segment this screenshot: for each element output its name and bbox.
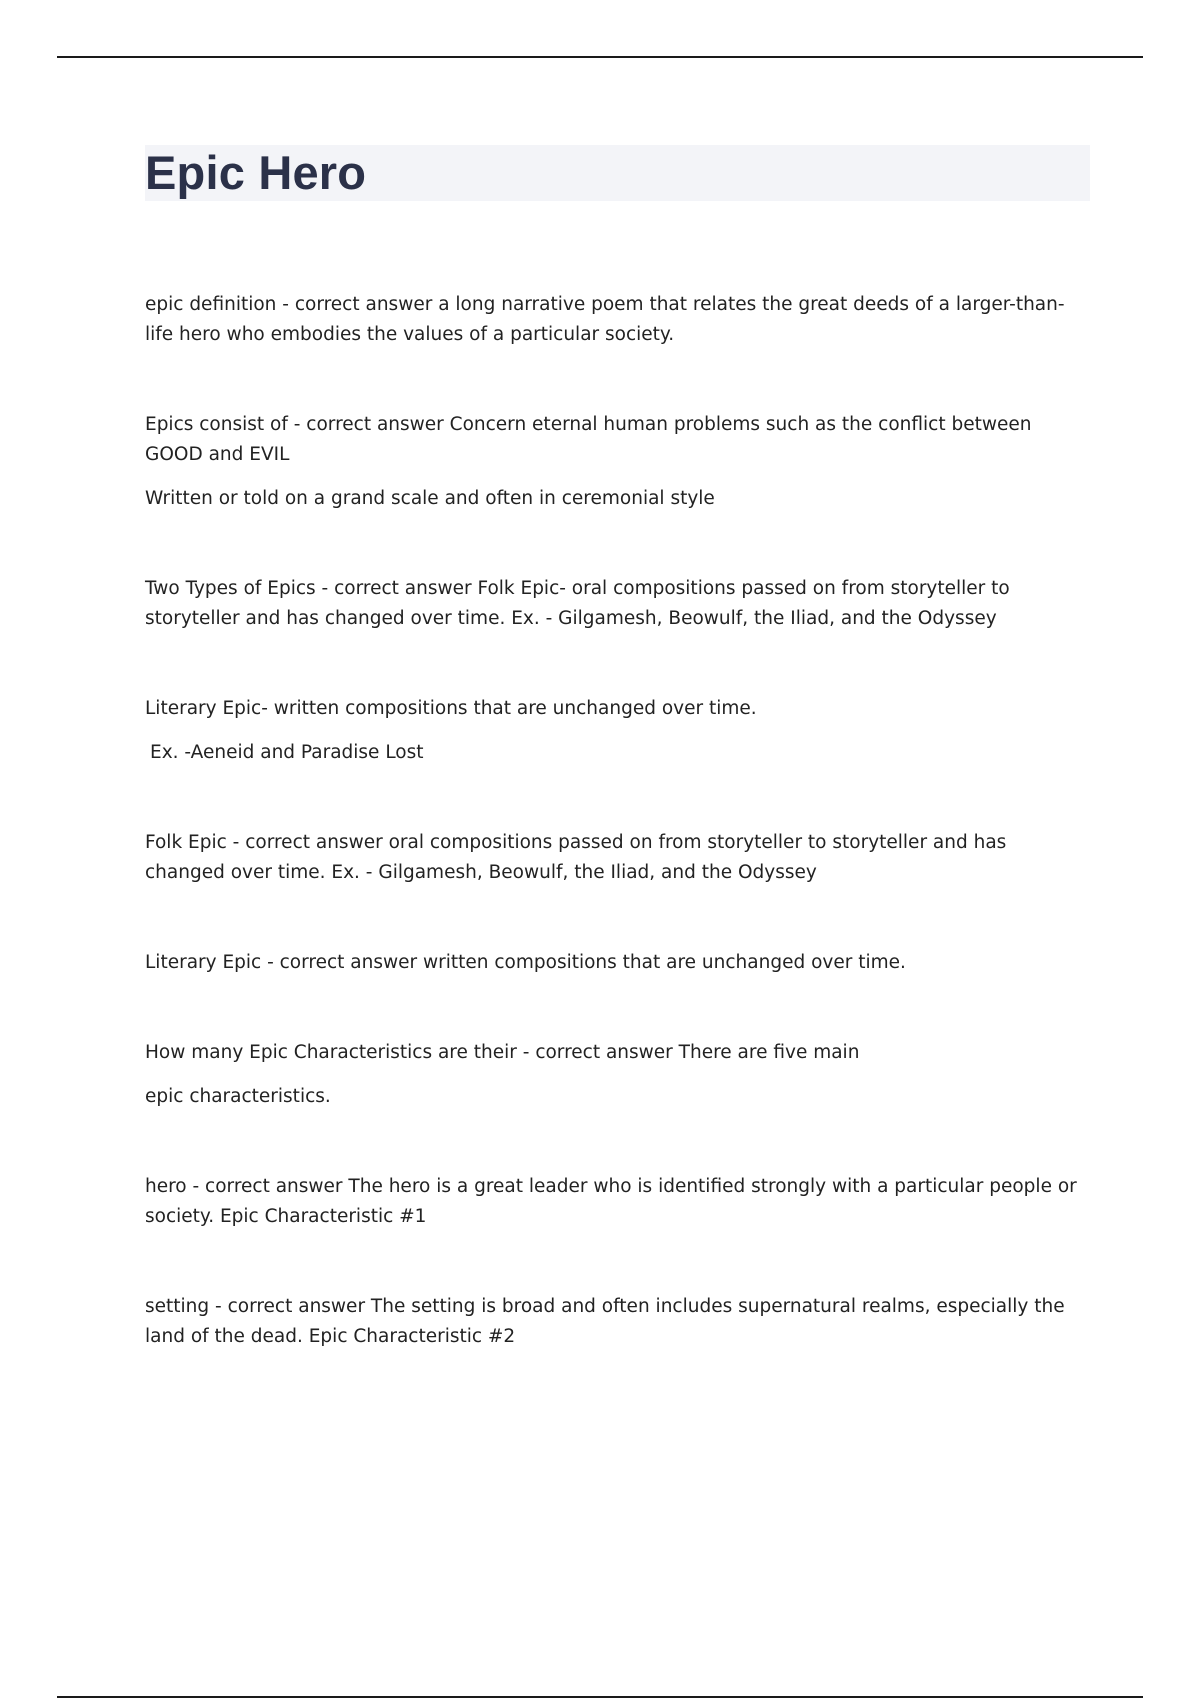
top-rule — [57, 56, 1143, 58]
entry-epic-definition: epic definition - correct answer a long narrative poem that relates the great deeds of a larger-than-life hero who embodies the values of a particular society. — [145, 294, 1065, 345]
entry-epics-consist-of-continued: Written or told on a grand scale and often in ceremonial style — [145, 488, 715, 509]
bottom-rule — [57, 1696, 1143, 1698]
entry-epics-consist-of: Epics consist of - correct answer Concern eternal human problems such as the conflict between GOOD and EVIL — [145, 414, 1032, 465]
document-body — [145, 290, 1090, 1352]
entry-two-types-of-epics: Two Types of Epics - correct answer Folk Epic- oral compositions passed on from storyteller to storyteller and has changed over time. Ex. - Gilgamesh, Beowulf, the Iliad, and the Odyssey — [145, 578, 1010, 629]
entry-folk-epic: Folk Epic - correct answer oral compositions passed on from storyteller to storyteller and has changed over time. Ex. - Gilgamesh, Beowulf, the Iliad, and the Odyssey — [145, 832, 1007, 883]
entry-literary-epic-note: Literary Epic- written compositions that are unchanged over time. — [145, 698, 757, 719]
entry-literary-epic-example: Ex. -Aeneid and Paradise Lost — [150, 742, 424, 763]
entry-hero: hero - correct answer The hero is a great leader who is identified strongly with a particular people or society. Epic Characteristic #1 — [145, 1176, 1077, 1227]
page-title: Epic Hero — [145, 146, 367, 199]
entry-epic-characteristics-count-continued: epic characteristics. — [145, 1086, 331, 1107]
entry-literary-epic: Literary Epic - correct answer written compositions that are unchanged over time. — [145, 952, 906, 973]
entry-setting: setting - correct answer The setting is broad and often includes supernatural realms, especially the land of the dead. Epic Characteristic #2 — [145, 1296, 1065, 1347]
entry-epic-characteristics-count: How many Epic Characteristics are their - correct answer There are five main — [145, 1042, 860, 1063]
